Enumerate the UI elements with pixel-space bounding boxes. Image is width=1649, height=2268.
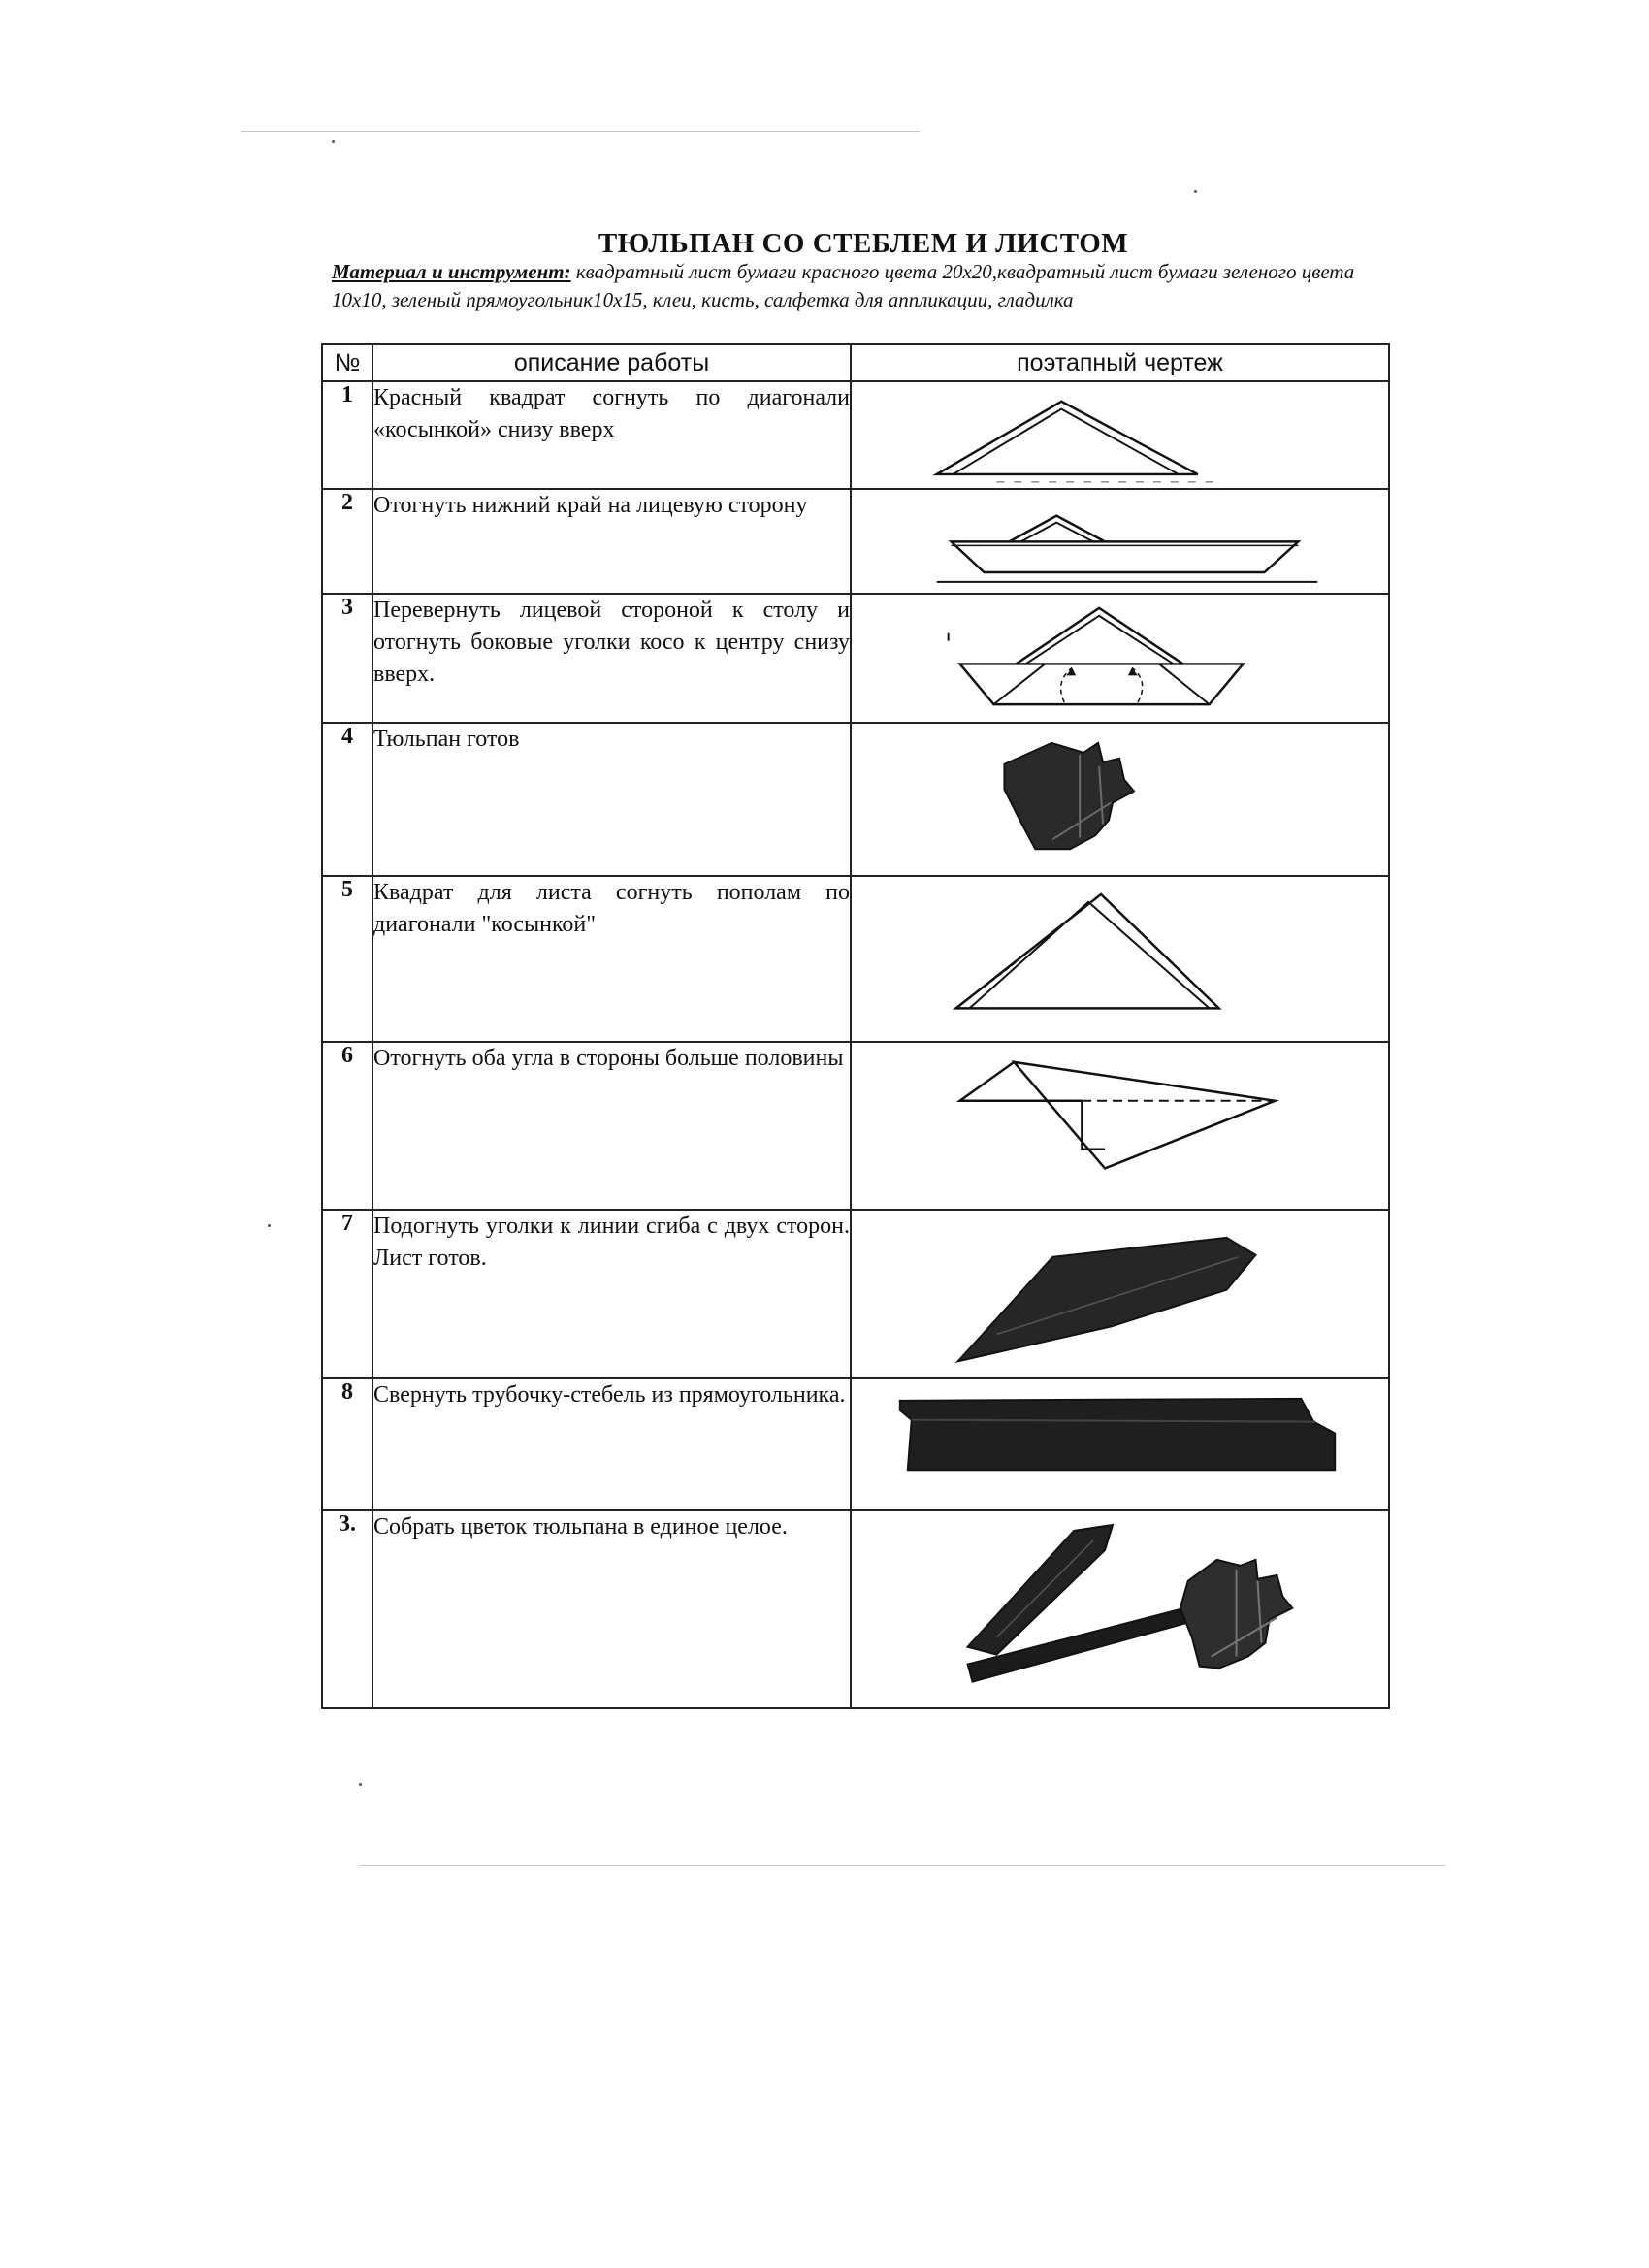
step-drawing: [851, 1210, 1389, 1378]
corner-fold-icon: [852, 595, 1388, 722]
materials-text: квадратный лист бумаги красного цвета 20х20,квадратный лист бумаги зеленого цвета 10х10, зеленый прямоугольник10х15, клеи, кисть, салфетка для аппликации, гладилка: [332, 260, 1355, 311]
tulip-head-icon: [852, 724, 1388, 875]
step-description: Квадрат для листа согнуть пополам по диагонали "косынкой": [372, 876, 851, 1042]
leaf-ready-icon: [852, 1211, 1388, 1377]
materials-note: [332, 258, 1408, 314]
table-header-row: [322, 344, 1389, 381]
step-description: Красный квадрат согнуть по диагонали «косынкой» снизу вверх: [372, 381, 851, 489]
step-number: 4: [322, 723, 372, 876]
scan-edge-top: [241, 131, 920, 132]
leaf-triangle-icon: [852, 877, 1388, 1041]
leaf-corners-icon: [852, 1043, 1388, 1209]
step-number: 7: [322, 1210, 372, 1378]
step-drawing: [851, 1378, 1389, 1510]
step-drawing: [851, 1510, 1389, 1708]
step-description: Отогнуть оба угла в стороны больше половины: [372, 1042, 851, 1210]
table-row: [322, 876, 1389, 1042]
step-number: 2: [322, 489, 372, 594]
step-drawing: [851, 723, 1389, 876]
table-row: [322, 381, 1389, 489]
step-description: Перевернуть лицевой стороной к столу и отогнуть боковые уголки косо к центру снизу вверх.: [372, 594, 851, 723]
table-row: [322, 489, 1389, 594]
steps-table: [321, 343, 1390, 1709]
assembled-tulip-icon: [852, 1511, 1388, 1707]
step-drawing: [851, 1042, 1389, 1210]
step-description: Тюльпан готов: [372, 723, 851, 876]
step-description: Собрать цветок тюльпана в единое целое.: [372, 1510, 851, 1708]
scan-speck: [1194, 190, 1197, 193]
scan-speck: [268, 1224, 271, 1227]
table-row: [322, 723, 1389, 876]
table-row: [322, 1210, 1389, 1378]
step-number: 5: [322, 876, 372, 1042]
scan-speck: [332, 140, 335, 143]
header-number: №: [322, 344, 372, 381]
step-description: Свернуть трубочку-стебель из прямоугольника.: [372, 1378, 851, 1510]
step-drawing: [851, 594, 1389, 723]
step-number: 3: [322, 594, 372, 723]
step-drawing: [851, 876, 1389, 1042]
table-row: [322, 1510, 1389, 1708]
page-title: ТЮЛЬПАН СО СТЕБЛЕМ И ЛИСТОМ: [598, 228, 1129, 260]
step-number: 6: [322, 1042, 372, 1210]
scan-edge-bottom: [359, 1865, 1445, 1866]
step-number: 1: [322, 381, 372, 489]
step-drawing: [851, 381, 1389, 489]
table-row: [322, 594, 1389, 723]
table-row: [322, 1042, 1389, 1210]
header-description: описание работы: [372, 344, 851, 381]
materials-label: Материал и инструмент:: [332, 260, 571, 283]
header-drawing: поэтапный чертеж: [851, 344, 1389, 381]
step-number: 3.: [322, 1510, 372, 1708]
step-number: 8: [322, 1378, 372, 1510]
boat-fold-icon: [852, 490, 1388, 593]
step-description: Отогнуть нижний край на лицевую сторону: [372, 489, 851, 594]
stem-tube-icon: [852, 1379, 1388, 1509]
triangle-fold-icon: [852, 382, 1388, 488]
step-drawing: [851, 489, 1389, 594]
table-row: [322, 1378, 1389, 1510]
step-description: Подогнуть уголки к линии сгиба с двух сторон. Лист готов.: [372, 1210, 851, 1378]
scan-speck: [359, 1783, 362, 1786]
